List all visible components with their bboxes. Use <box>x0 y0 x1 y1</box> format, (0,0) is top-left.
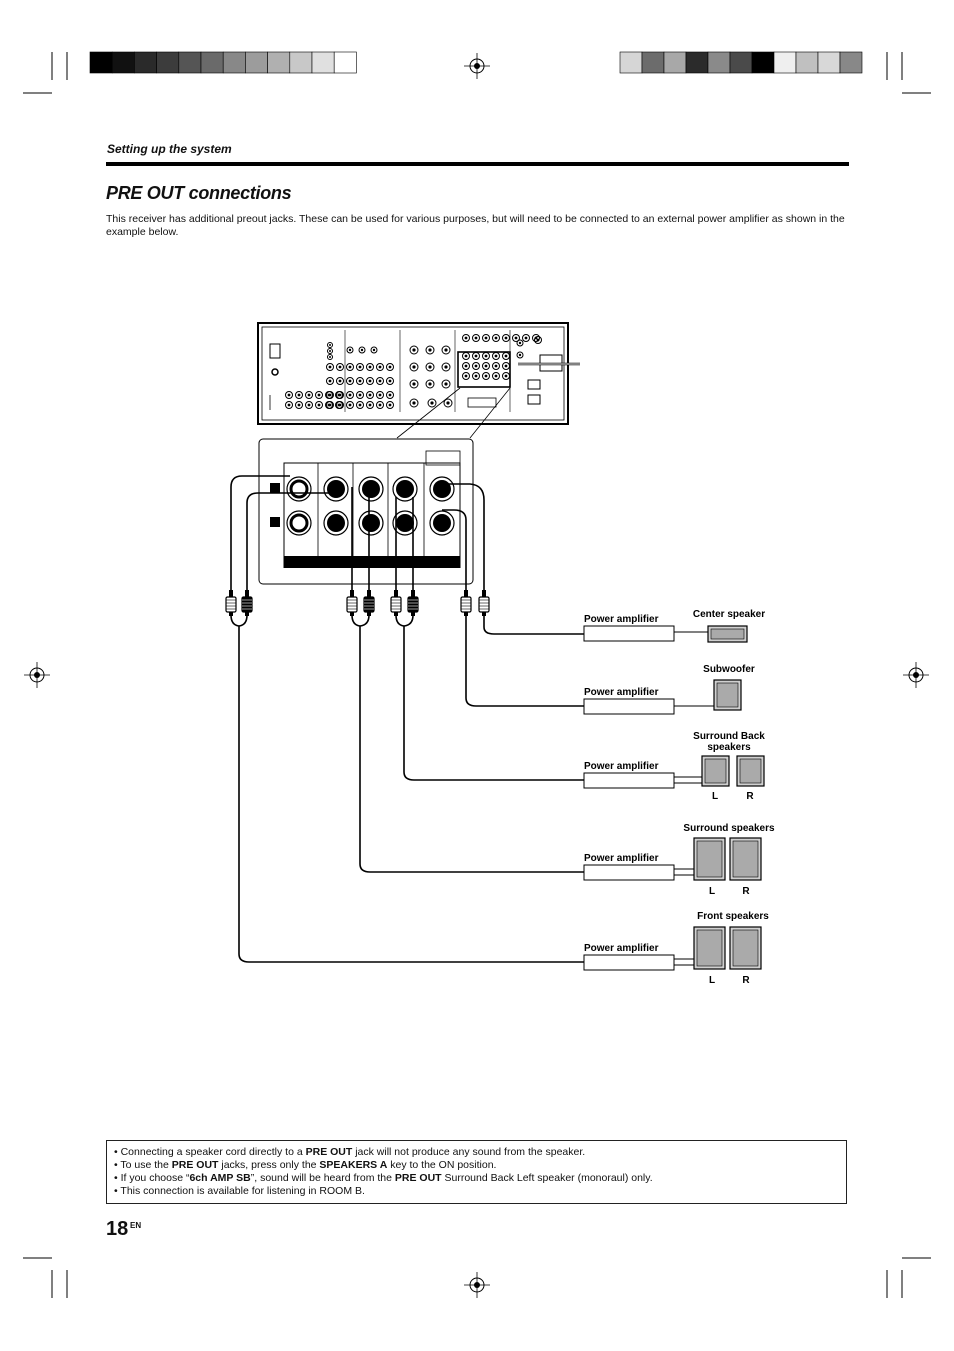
speaker-label: Surround speakers <box>683 823 775 834</box>
receiver-rear-panel <box>258 323 580 424</box>
amplifier-row <box>584 731 765 802</box>
page-language: EN <box>130 1221 142 1230</box>
notes-box <box>106 1140 847 1204</box>
power-amplifier-label: Power amplifier <box>584 614 659 625</box>
note-emphasis: 6ch AMP SB <box>189 1172 251 1184</box>
power-amplifier-label: Power amplifier <box>584 687 659 698</box>
note-text: If you choose “ <box>120 1172 190 1184</box>
amplifier-row <box>584 911 769 986</box>
speaker-label: Front speakers <box>697 911 769 922</box>
page-title: PRE OUT connections <box>106 183 292 203</box>
section-label: Setting up the system <box>107 142 232 156</box>
note-emphasis: PRE OUT <box>394 1172 442 1184</box>
note-item <box>114 1172 839 1185</box>
power-amplifier-box <box>584 865 674 880</box>
power-amplifier-label: Power amplifier <box>584 943 659 954</box>
left-channel-label: L <box>708 886 716 897</box>
note-emphasis: PRE OUT <box>171 1159 219 1171</box>
amplifier-row <box>584 609 765 642</box>
note-text: Connecting a speaker cord directly to a <box>120 1146 306 1158</box>
note-item <box>114 1146 839 1159</box>
note-text: To use the <box>120 1159 172 1171</box>
power-amplifier-box <box>584 626 674 641</box>
power-amplifier-box <box>584 699 674 714</box>
right-channel-label: R <box>742 886 750 897</box>
power-amplifier-box <box>584 773 674 788</box>
left-channel-label: L <box>708 975 716 986</box>
power-amplifier-label: Power amplifier <box>584 761 659 772</box>
right-channel-label: R <box>746 791 754 802</box>
note-emphasis: PRE OUT <box>305 1146 353 1158</box>
bullet: • <box>114 1146 121 1158</box>
speaker-label: Surround Back <box>693 731 765 742</box>
amplifier-rows <box>584 609 775 986</box>
bullet: • <box>114 1172 121 1184</box>
speaker-label: Center speaker <box>692 609 766 620</box>
note-text: key to the ON position. <box>387 1159 497 1171</box>
note-text: jack will not produce any sound from the speaker. <box>352 1146 586 1158</box>
speaker-label: speakers <box>707 742 751 753</box>
amplifier-row <box>584 823 775 897</box>
speaker-label: Subwoofer <box>703 664 755 675</box>
power-amplifier-box <box>584 955 674 970</box>
page-number: 18 <box>106 1218 129 1240</box>
bullet: • <box>114 1159 121 1171</box>
intro-paragraph: This receiver has additional preout jacks. These can be used for various purposes, but will need to be connected to an external power amplifier as shown in the example below. <box>106 213 845 238</box>
left-channel-label: L <box>711 791 719 802</box>
note-emphasis: SPEAKERS A <box>319 1159 388 1171</box>
note-text: ”, sound will be heard from the <box>250 1172 395 1184</box>
amplifier-row <box>584 664 755 714</box>
note-text: Surround Back Left speaker (monoraul) only. <box>441 1172 653 1184</box>
note-item <box>114 1185 839 1198</box>
power-amplifier-label: Power amplifier <box>584 853 659 864</box>
rca-plugs <box>226 590 489 616</box>
bullet: • <box>114 1185 121 1197</box>
right-channel-label: R <box>742 975 750 986</box>
note-item <box>114 1159 839 1172</box>
note-text: This connection is available for listening in ROOM B. <box>120 1185 365 1197</box>
pre-out-panel <box>259 439 473 584</box>
note-text: jacks, press only the <box>218 1159 320 1171</box>
